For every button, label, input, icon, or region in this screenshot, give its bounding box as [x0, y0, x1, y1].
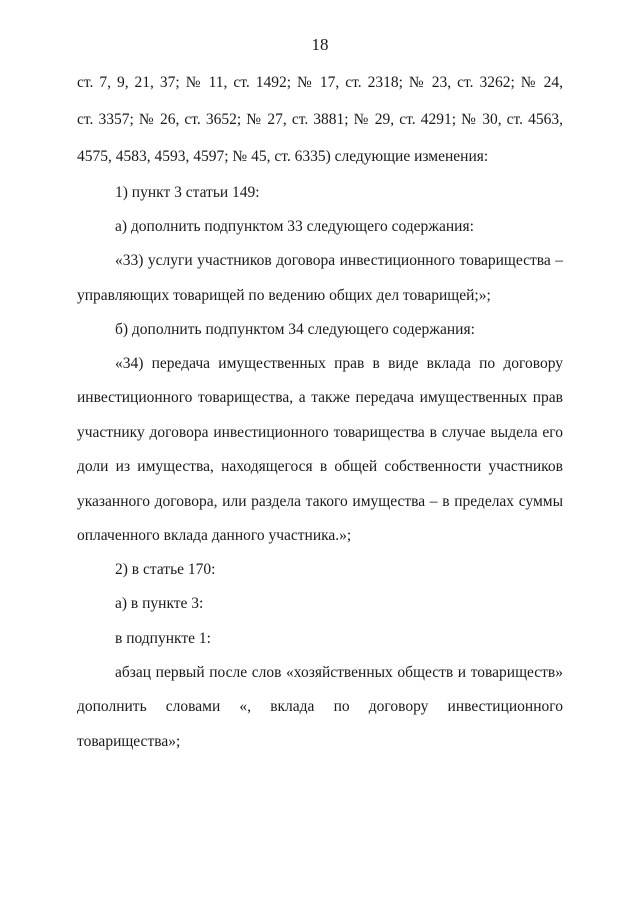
text-line: б) дополнить подпунктом 34 следующего содержания: [115, 321, 475, 338]
text-line: инвестиционного товарищества, а также передача имущественных прав [77, 389, 563, 406]
text-line: доли из имущества, находящегося в общей собственности участников [77, 458, 563, 475]
text-line: а) дополнить подпунктом 33 следующего содержания: [115, 218, 474, 235]
text-line: указанного договора, или раздела такого имущества – в пределах суммы [77, 493, 563, 510]
text-line: ст. 3357; № 26, ст. 3652; № 27, ст. 3881; № 29, ст. 4291; № 30, ст. 4563, [77, 111, 563, 128]
text-line: а) в пункте 3: [115, 595, 204, 612]
text-line: абзац первый после слов «хозяйственных обществ и товариществ» [115, 664, 563, 681]
text-line: товарищества»; [77, 733, 181, 750]
text-line: управляющих товарищей по ведению общих дел товарищей;»; [77, 287, 491, 304]
text-line: 2) в статье 170: [115, 561, 216, 578]
text-line: «34) передача имущественных прав в виде вклада по договору [115, 355, 563, 372]
text-line: дополнить словами «, вклада по договору инвестиционного [77, 698, 563, 715]
text-line: «33) услуги участников договора инвестиционного товарищества – [115, 252, 563, 269]
text-line: в подпункте 1: [115, 630, 211, 647]
text-line: 1) пункт 3 статьи 149: [115, 184, 260, 201]
text-line: ст. 7, 9, 21, 37; № 11, ст. 1492; № 17, ст. 2318; № 23, ст. 3262; № 24, [77, 74, 563, 91]
text-line: оплаченного вклада данного участника.»; [77, 527, 352, 544]
page-number: 18 [311, 35, 329, 54]
text-line: участнику договора инвестиционного товарищества в случае выдела его [77, 424, 563, 441]
text-line: 4575, 4583, 4593, 4597; № 45, ст. 6335) следующие изменения: [77, 148, 489, 165]
